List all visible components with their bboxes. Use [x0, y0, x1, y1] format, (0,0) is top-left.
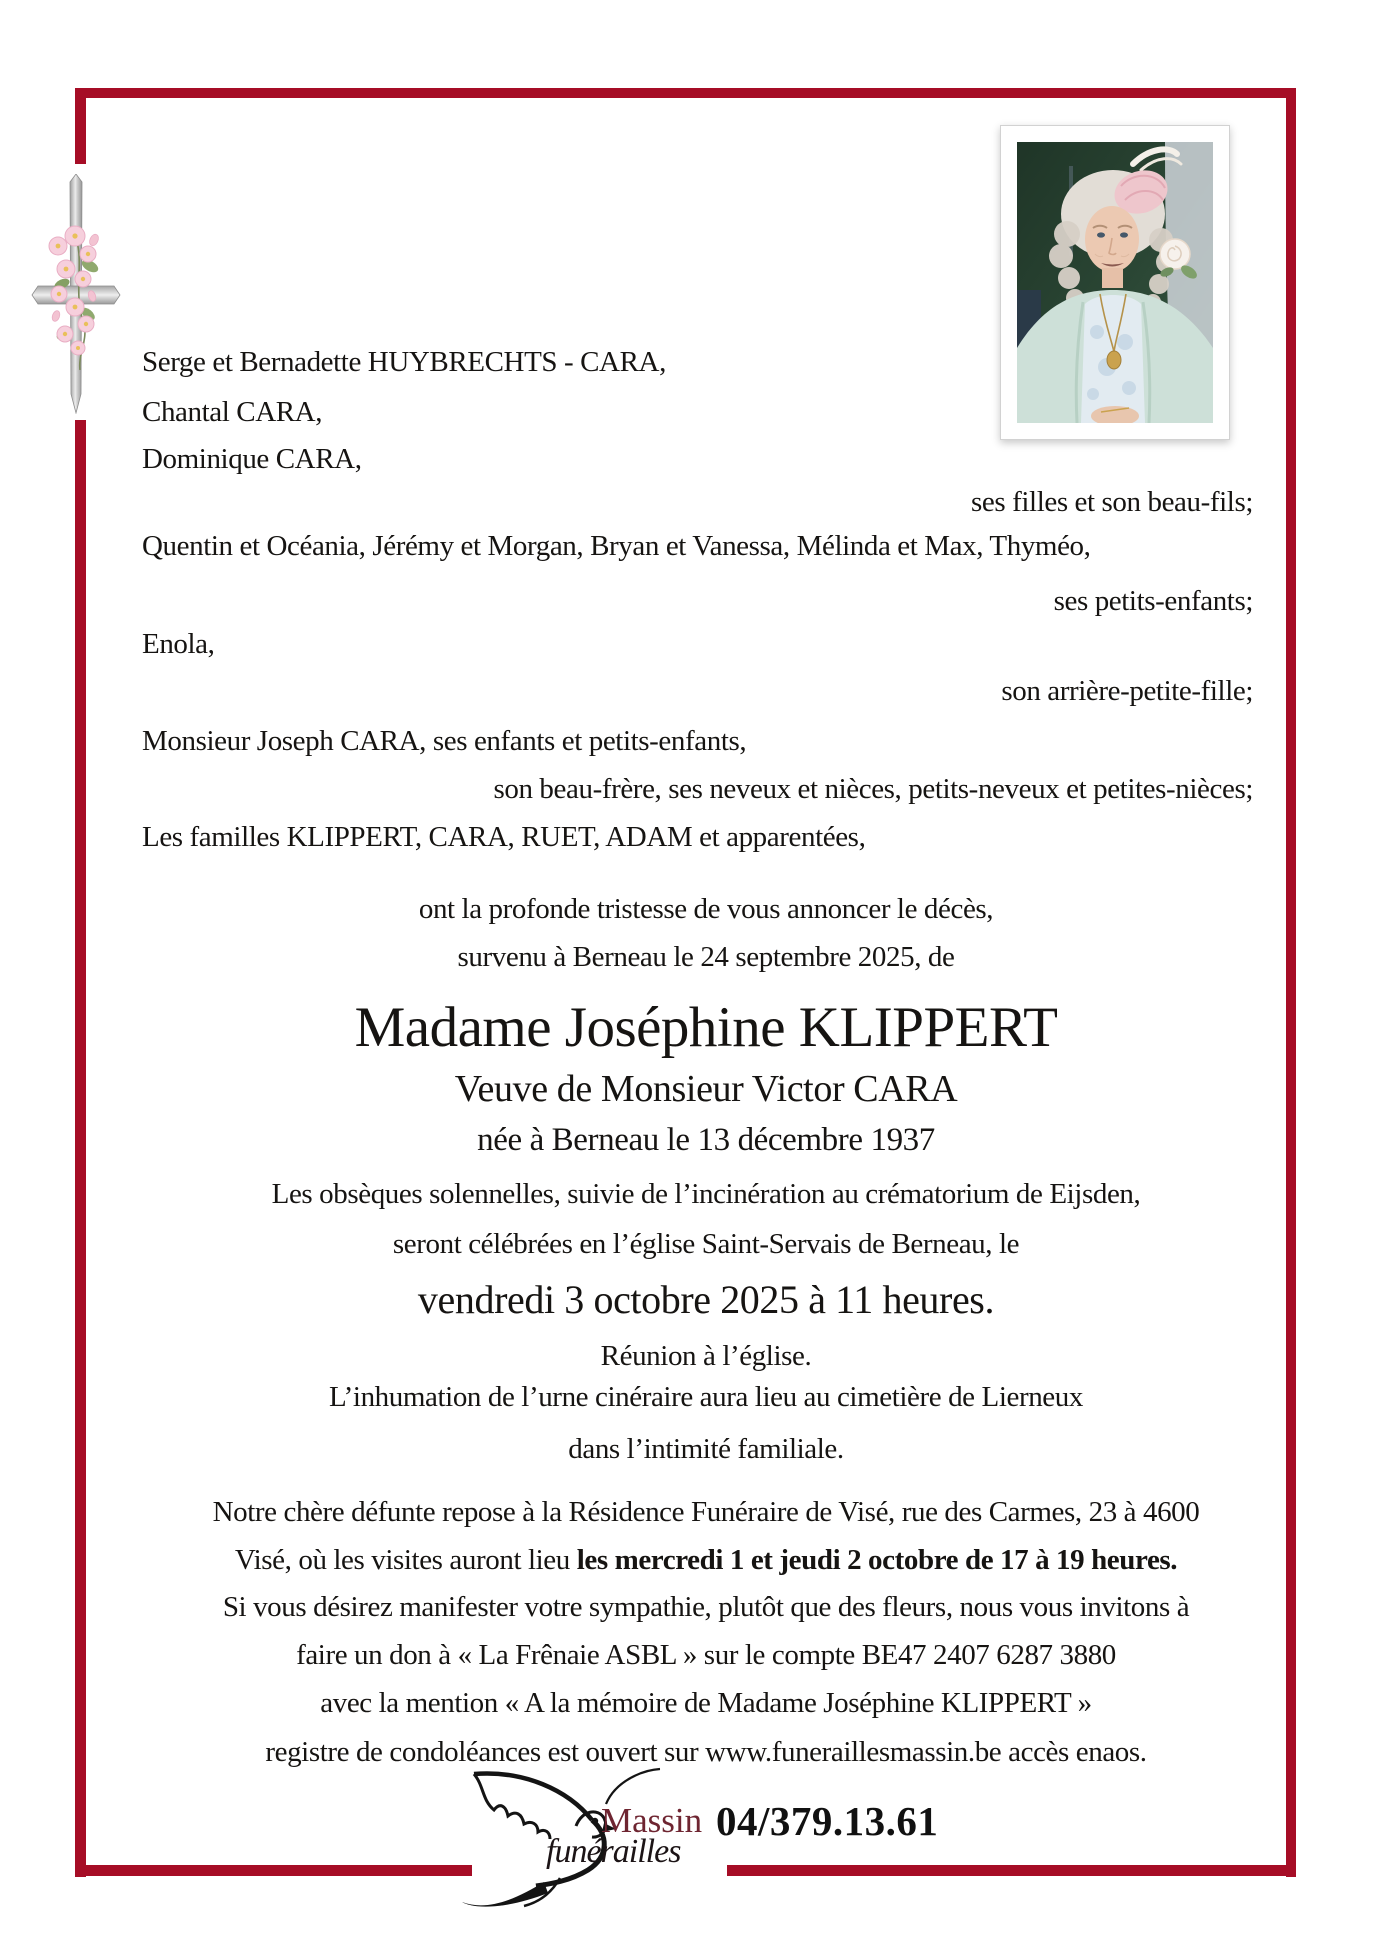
text-line: Chantal CARA,	[142, 396, 323, 428]
text-line: son arrière-petite-fille;	[1001, 675, 1253, 707]
text-line: ont la profonde tristesse de vous annoncer le décès,	[418, 893, 994, 925]
text-line: née à Berneau le 13 décembre 1937	[477, 1122, 935, 1158]
text-line: ses petits-enfants;	[1053, 585, 1253, 617]
text-line: vendredi 3 octobre 2025 à 11 heures.	[417, 1277, 995, 1322]
text-line: Quentin et Océania, Jérémy et Morgan, Bryan et Vanessa, Mélinda et Max, Thyméo,	[142, 530, 1091, 562]
brand-name: Massin	[601, 1801, 703, 1840]
text-line: Monsieur Joseph CARA, ses enfants et petits-enfants,	[142, 725, 747, 757]
text-line: Les obsèques solennelles, suivie de l’incinération au crématorium de Eijsden,	[271, 1178, 1141, 1210]
frame-border-left-lower	[75, 420, 86, 1877]
cross-flowers-icon	[28, 174, 124, 414]
frame-border-top	[75, 88, 1296, 98]
text-line: survenu à Berneau le 24 septembre 2025, de	[457, 941, 955, 973]
phone-number: 04/379.13.61	[716, 1798, 939, 1844]
frame-border-bottom-left	[75, 1865, 472, 1876]
text-line: Veuve de Monsieur Victor CARA	[454, 1068, 958, 1110]
text-line: Les familles KLIPPERT, CARA, RUET, ADAM et apparentées,	[142, 821, 866, 853]
text-line: ses filles et son beau-fils;	[971, 486, 1253, 518]
text-line: Visé, où les visites auront lieu les mercredi 1 et jeudi 2 octobre de 17 à 19 heures.	[234, 1544, 1178, 1576]
text-line: Si vous désirez manifester votre sympathie, plutôt que des fleurs, nous vous invitons à	[222, 1591, 1190, 1623]
text-line: avec la mention « A la mémoire de Madame Joséphine KLIPPERT »	[320, 1687, 1092, 1719]
frame-border-bottom-right	[727, 1865, 1296, 1876]
text-line: faire un don à « La Frênaie ASBL » sur le compte BE47 2407 6287 3880	[296, 1639, 1116, 1671]
text-line: dans l’intimité familiale.	[568, 1433, 844, 1465]
text-line: Réunion à l’église.	[600, 1340, 812, 1372]
text-line: Enola,	[142, 628, 215, 660]
portrait-photo	[1000, 125, 1230, 440]
text-line: Serge et Bernadette HUYBRECHTS - CARA,	[142, 346, 666, 378]
text-line: Madame Joséphine KLIPPERT	[354, 996, 1058, 1059]
brand-subtitle: funérailles	[546, 1833, 681, 1870]
text-line: Dominique CARA,	[142, 443, 362, 475]
frame-border-left-upper	[75, 88, 86, 164]
text-line: Notre chère défunte repose à la Résidence Funéraire de Visé, rue des Carmes, 23 à 4600	[212, 1496, 1200, 1528]
text-line: seront célébrées en l’église Saint-Servais de Berneau, le	[392, 1228, 1020, 1260]
text-line: registre de condoléances est ouvert sur www.funeraillesmassin.be accès enaos.	[265, 1736, 1147, 1768]
frame-border-right	[1286, 88, 1296, 1877]
text-line: son beau-frère, ses neveux et nièces, petits-neveux et petites-nièces;	[493, 773, 1253, 805]
text-line: L’inhumation de l’urne cinéraire aura lieu au cimetière de Lierneux	[329, 1381, 1083, 1413]
